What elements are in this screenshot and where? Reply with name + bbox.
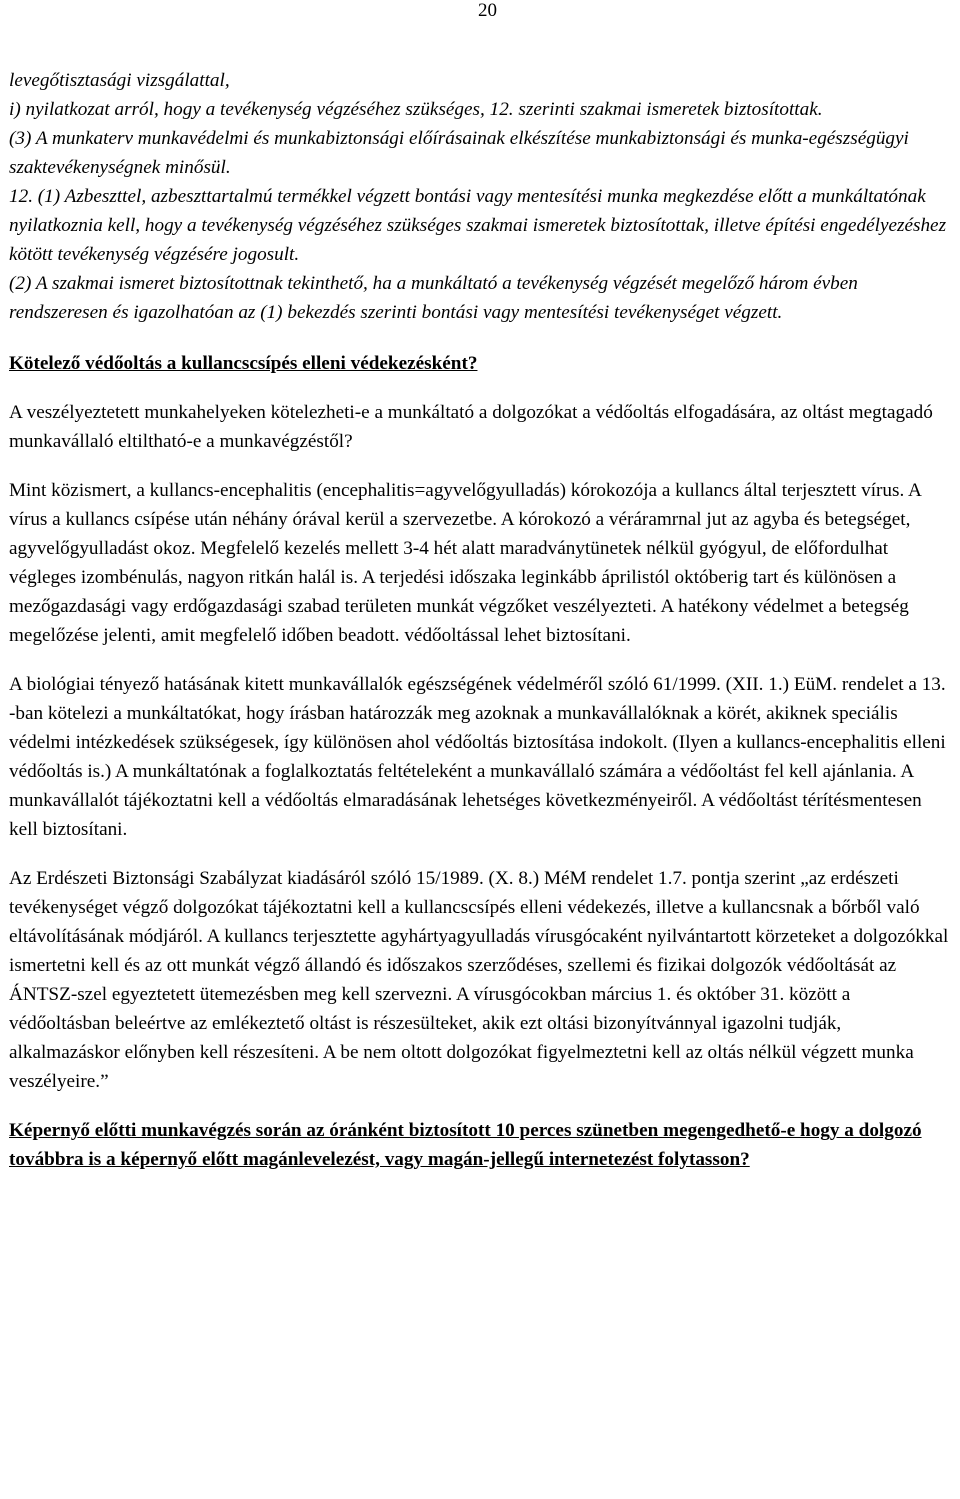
section-heading-vaccination: Kötelező védőoltás a kullancscsípés elleni védekezésként? bbox=[9, 353, 478, 374]
section-heading-screen-work: Képernyő előtti munkavégzés során az óránként biztosított 10 perces szünetben megengedhető-e hogy a dolgozó továbbra is a képernyő előtt magánlevelezést, vagy magán-jellegű internetezést folytasson? bbox=[9, 1120, 922, 1170]
body-paragraph: A biológiai tényező hatásának kitett munkavállalók egészségének védelméről szóló 61/1999. (XII. 1.) EüM. rendelet a 13. -ban kötelezi a munkáltatókat, hogy írásban határozzák meg azoknak a munkavállalóknak a körét, akiknek speciális védelmi intézkedések szükségesek, így különösen ahol védőoltás biztosítása indokolt. (Ilyen a kullancs-encephalitis elleni védőoltás is.) A munkáltatónak a foglalkoztatás feltételeként a munkavállaló számára a védőoltást fel kell ajánlania. A munkavállalót tájékoztatni kell a védőoltás elmaradásának lehetséges következményeiről. A védőoltást térítésmentesen kell biztosítani. bbox=[9, 674, 946, 840]
excerpt-line: (3) A munkaterv munkavédelmi és munkabiztonsági előírásainak elkészítése munkabiztonsági és munka-egészségügyi szaktevékenységnek minősül. bbox=[9, 128, 909, 178]
question-paragraph: A veszélyeztetett munkahelyeken kötelezheti-e a munkáltató a dolgozókat a védőoltás elfogadására, az oltást megtagadó munkavállaló eltiltható-e a munkavégzéstől? bbox=[9, 402, 933, 452]
document-body bbox=[9, 66, 954, 1174]
excerpt-line: i) nyilatkozat arról, hogy a tevékenység végzéséhez szükséges, 12. szerinti szakmai ismeretek biztosítottak. bbox=[9, 99, 823, 120]
excerpt-line: 12. (1) Azbeszttel, azbeszttartalmú termékkel végzett bontási vagy mentesítési munka megkezdése előtt a munkáltatónak nyilatkoznia kell, hogy a tevékenység végzéséhez szükséges szakmai ismeretek biztosítottak, illetve építési engedélyezéshez kötött tevékenység végzésére jogosult. bbox=[9, 186, 947, 265]
excerpt-line: (2) A szakmai ismeret biztosítottnak tekinthető, ha a munkáltató a tevékenység végzését megelőző három évben rendszeresen és igazolhatóan az (1) bekezdés szerinti bontási vagy mentesítési tevékenységet végzett. bbox=[9, 273, 858, 323]
body-paragraph: Az Erdészeti Biztonsági Szabályzat kiadásáról szóló 15/1989. (X. 8.) MéM rendelet 1.7. pontja szerint „az erdészeti tevékenységet végző dolgozókat tájékoztatni kell a kullancscsípés elleni védekezés, illetve a kullancsnak a bőrből való eltávolításának módjáról. A kullancs terjesztette agyhártyagyulladás vírusgócaként nyilvántartott körzeteket a dolgozókkal ismertetni kell és az ott munkát végző állandó és időszakos szerződéses, szellemi és fizikai dolgozók védőoltását az ÁNTSZ-szel egyeztetett ütemezésben meg kell szervezni. A vírusgócokban március 1. és október 31. között a védőoltásban beleértve az emlékeztető oltást is részesülteket, akik ezt oltási bizonyítvánnyal igazolni tudják, alkalmazáskor előnyben kell részesíteni. A be nem oltott dolgozókat figyelmeztetni kell az oltás nélkül végzett munka veszélyeire.” bbox=[9, 868, 949, 1092]
body-paragraph: Mint közismert, a kullancs-encephalitis (encephalitis=agyvelőgyulladás) kórokozója a kullancs által terjesztett vírus. A vírus a kullancs csípése után néhány órával kerül a szervezetbe. A kórokozó a véráramrnal jut az agyba és betegséget, agyvelőgyulladást okoz. Megfelelő kezelés mellett 3-4 hét alatt maradványtünetek nélkül gyógyul, de előfordulhat végleges izombénulás, nagyon ritkán halál is. A terjedési időszaka leginkább áprilistól októberig tart és különösen a mezőgazdasági vagy erdőgazdasági szabad területen munkát végzőket veszélyezteti. A hatékony védelmet a betegség megelőzése jelenti, amit megfelelő időben beadott. védőoltással lehet biztosítani. bbox=[9, 480, 921, 646]
page-number: 20 bbox=[478, 0, 497, 21]
excerpt-line: levegőtisztasági vizsgálattal, bbox=[9, 70, 230, 91]
regulation-excerpt bbox=[9, 66, 954, 327]
